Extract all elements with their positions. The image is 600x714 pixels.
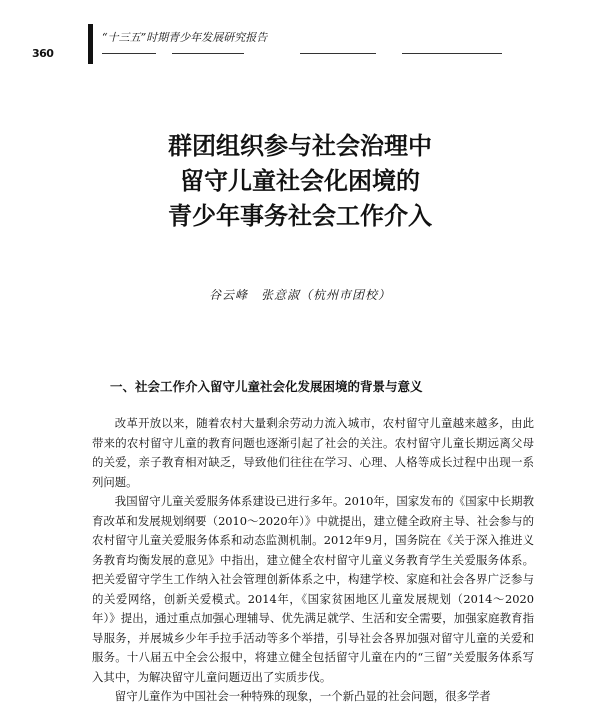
article-title — [0, 128, 600, 233]
title-line: 群团组织参与社会治理中 — [168, 131, 432, 160]
paragraph: 我国留守儿童关爱服务体系建设已进行多年。2010年，国家发布的《国家中长期教育改革和发展规划纲要（2010～2020年）》中就提出，建立健全政府主导、社会参与的农村留守儿童关爱服务体系和动态监测机制。2012年9月，国务院在《关于深入推进义务教育均衡发展的意见》中指出，建立健全农村留守儿童义务教育学生关爱服务体系。把关爱留守学生工作纳入社会管理创新体系之中，构建学校、家庭和社会各界广泛参与的关爱网络，创新关爱模式。2014年，《国家贫困地区儿童发展规划（2014～2020年）》提出，通过重点加强心理辅导、优先满足就学、生活和安全需要，加强家庭教育指导服务，并展城乡少年手拉手活动等多个举措，引导社会各界加强对留守儿童的关爱和服务。十八届五中全会公报中，将建立健全包括留守儿童在内的“三留”关爱服务体系写入其中，为解决留守儿童问题迈出了实质步伐。 — [92, 494, 534, 684]
header-rule — [102, 53, 156, 54]
section-heading: 一、社会工作介入留守儿童社会化发展困境的背景与意义 — [110, 379, 423, 394]
page-number: 360 — [32, 47, 54, 60]
header-rule — [172, 53, 244, 54]
running-title: “十三五”时期青少年发展研究报告 — [102, 31, 268, 44]
title-line: 留守儿童社会化困境的 — [180, 166, 420, 195]
paragraph: 改革开放以来，随着农村大量剩余劳动力流入城市，农村留守儿童越来越多，由此带来的农村留守儿童的教育问题也逐渐引起了社会的关注。农村留守儿童长期远离父母的关爱，亲子教育相对缺乏，导致他们往往在学习、心理、人格等成长过程中出现一系列问题。 — [92, 416, 534, 489]
header-bar — [88, 24, 93, 64]
header-rule — [300, 53, 376, 54]
paragraph: 留守儿童作为中国社会一种特殊的现象，一个新凸显的社会问题，很多学者 — [114, 689, 491, 703]
body-text — [92, 414, 534, 707]
header-rule — [402, 53, 502, 54]
authors: 谷云峰 张意淑（杭州市团校） — [208, 288, 391, 302]
title-line: 青少年事务社会工作介入 — [168, 201, 432, 230]
